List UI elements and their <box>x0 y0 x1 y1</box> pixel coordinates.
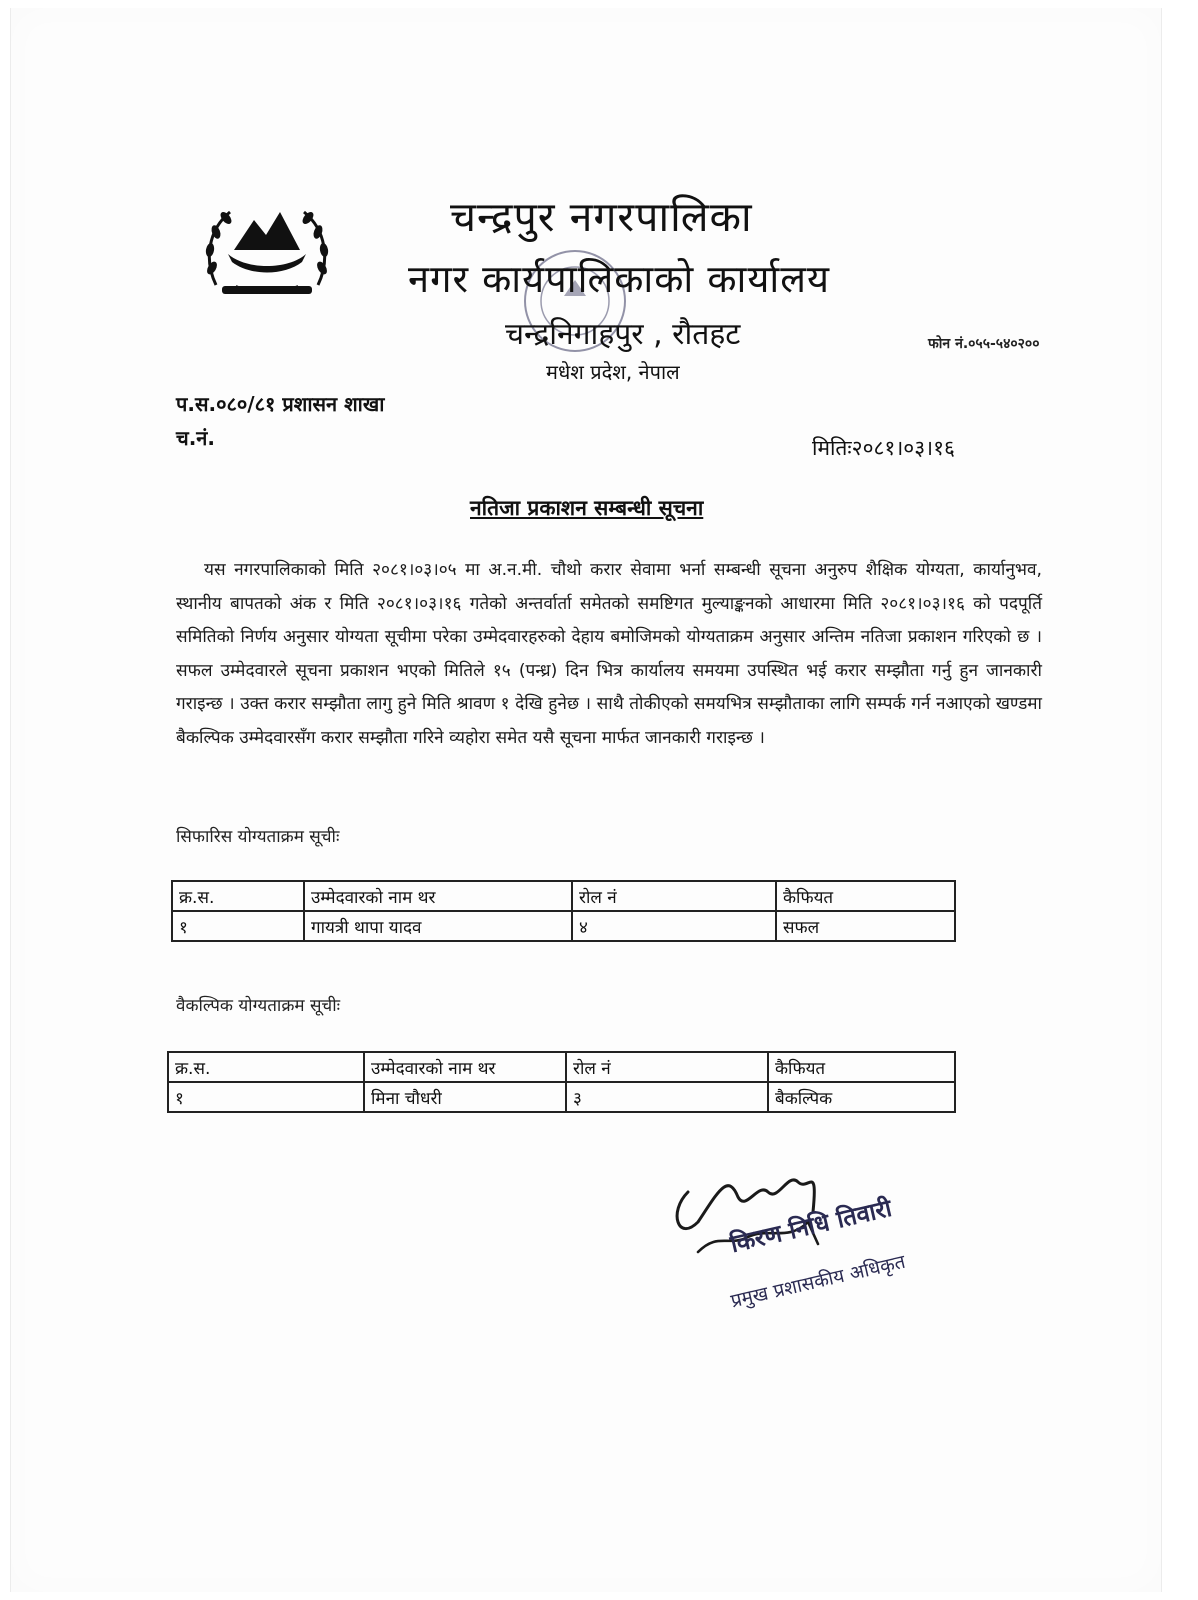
table-header-cell: रोल नं <box>572 881 776 911</box>
dispatch-number: च.नं. <box>176 426 215 450</box>
recommended-table <box>171 880 956 942</box>
table-cell: बैकल्पिक <box>768 1082 955 1112</box>
nepal-emblem-icon <box>196 190 338 310</box>
office-name: नगर कार्यपालिकाको कार्यालय <box>408 257 831 301</box>
signatory-title: प्रमुख प्रशासकीय अधिकृत <box>728 1250 908 1313</box>
issue-date: मितिः२०८१।०३।१६ <box>812 436 955 460</box>
alternate-list-title: वैकल्पिक योग्यताक्रम सूचीः <box>176 996 341 1016</box>
phone-number: फोन नं.०५५-५४०२०० <box>928 336 1040 352</box>
table-cell: सफल <box>776 911 955 941</box>
reference-number: प.स.०८०/८१ प्रशासन शाखा <box>176 392 385 416</box>
table-header-cell: रोल नं <box>566 1052 768 1082</box>
table-cell: ३ <box>566 1082 768 1112</box>
table-cell: १ <box>172 911 304 941</box>
table-header-cell: कैफियत <box>768 1052 955 1082</box>
office-location: चन्द्रनिगाहपुर , रौतहट <box>505 317 741 352</box>
table-row <box>168 1082 955 1112</box>
table-cell: १ <box>168 1082 364 1112</box>
table-header-cell: उम्मेदवारको नाम थर <box>304 881 572 911</box>
table-header-cell: क्र.स. <box>172 881 304 911</box>
municipality-name: चन्द्रपुर नगरपालिका <box>450 193 753 241</box>
table-row <box>172 911 955 941</box>
table-header-cell: क्र.स. <box>168 1052 364 1082</box>
table-cell: ४ <box>572 911 776 941</box>
table-header-row <box>168 1052 955 1082</box>
notice-body: यस नगरपालिकाको मिति २०८१।०३।०५ मा अ.न.मी. चौथो करार सेवामा भर्ना सम्बन्धी सूचना अनुरुप शैक्षिक योग्यता, कार्यानुभव, स्थानीय बापतको अंक र मिति २०८१।०३।१६ गतेको अन्तर्वार्ता समेतको समष्टिगत मुल्याङ्कनको आधारमा मिति २०८१।०३।१६ को पदपूर्ति समितिको निर्णय अनुसार योग्यता सूचीमा परेका उम्मेदवारहरुको देहाय बमोजिमको योग्यताक्रम अनुसार अन्तिम नतिजा प्रकाशन गरिएको छ ।सफल उम्मेदवारले सूचना प्रकाशन भएको मितिले १५ (पन्ध्र) दिन भित्र कार्यालय समयमा उपस्थित भई करार सम्झौता गर्नु हुन जानकारी गराइन्छ । उक्त करार सम्झौता लागु हुने मिति श्रावण १ देखि हुनेछ । साथै तोकीएको समयभित्र सम्झौताका लागि सम्पर्क गर्न नआएको खण्डमा बैकल्पिक उम्मेदवारसँग करार सम्झौता गरिने व्यहोरा समेत यसै सूचना मार्फत जानकारी गराइन्छ । <box>176 560 1042 748</box>
alternate-table <box>167 1051 956 1113</box>
table-header-cell: उम्मेदवारको नाम थर <box>364 1052 566 1082</box>
table-cell: मिना चौधरी <box>364 1082 566 1112</box>
table-cell: गायत्री थापा यादव <box>304 911 572 941</box>
signatory-name: किरण निधि तिवारी <box>727 1193 895 1259</box>
recommended-list-title: सिफारिस योग्यताक्रम सूचीः <box>176 827 340 847</box>
table-header-cell: कैफियत <box>776 881 955 911</box>
table-header-row <box>172 881 955 911</box>
province-name: मधेश प्रदेश, नेपाल <box>546 360 680 384</box>
notice-subject: नतिजा प्रकाशन सम्बन्धी सूचना <box>470 496 704 520</box>
